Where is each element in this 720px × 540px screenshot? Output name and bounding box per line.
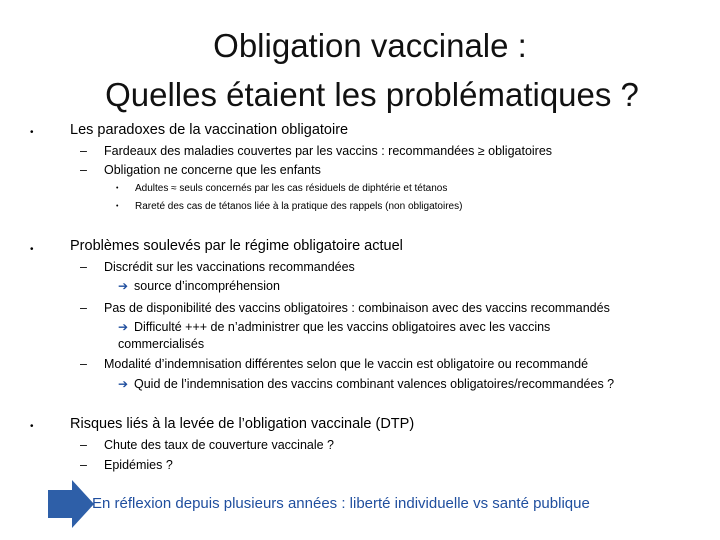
bullet-icon: •: [30, 421, 34, 432]
section-heading-risques: Risques liés à la levée de l’obligation vaccinale (DTP): [70, 416, 415, 432]
list-item: Epidémies ?: [104, 458, 173, 472]
dash-icon: –: [80, 458, 87, 472]
list-item: Chute des taux de couverture vaccinale ?: [104, 438, 334, 452]
list-item-consequence: Quid de l’indemnisation des vaccins combinant valences obligatoires/recommandées ?: [134, 377, 615, 391]
list-item: Obligation ne concerne que les enfants: [104, 163, 321, 177]
bullet-icon: •: [116, 203, 119, 210]
list-item-consequence: Difficulté +++ de n’administrer que les vaccins obligatoires avec les vaccins: [134, 320, 551, 334]
sub-list-item: Adultes ≈ seuls concernés par les cas résiduels de diphtérie et tétanos: [135, 183, 448, 194]
chevron-right-icon: [48, 480, 94, 528]
bullet-icon: •: [30, 127, 34, 138]
dash-icon: –: [80, 301, 87, 315]
dash-icon: –: [80, 438, 87, 452]
slide-title-line-2: Quelles étaient les problématiques ?: [105, 76, 639, 113]
list-item: Pas de disponibilité des vaccins obligatoires : combinaison avec des vaccins recommandés: [104, 301, 610, 315]
list-item: Modalité d’indemnisation différentes selon que le vaccin est obligatoire ou recommandé: [104, 357, 589, 371]
list-item-consequence-continued: commercialisés: [118, 337, 205, 351]
list-item: Fardeaux des maladies couvertes par les vaccins : recommandées ≥ obligatoires: [104, 144, 553, 158]
list-item: Discrédit sur les vaccinations recommandées: [104, 260, 355, 274]
sub-list-item: Rareté des cas de tétanos liée à la pratique des rappels (non obligatoires): [135, 201, 463, 212]
list-item-consequence: source d’incompréhension: [134, 279, 280, 293]
footer-conclusion: En réflexion depuis plusieurs années : liberté individuelle vs santé publique: [92, 495, 590, 512]
arrow-right-icon: ➔: [118, 377, 129, 391]
arrow-right-icon: ➔: [118, 320, 129, 334]
arrow-right-icon: ➔: [118, 279, 129, 293]
section-heading-paradoxes: Les paradoxes de la vaccination obligatoire: [70, 122, 349, 138]
dash-icon: –: [80, 144, 87, 158]
dash-icon: –: [80, 163, 87, 177]
section-heading-problemes: Problèmes soulevés par le régime obligatoire actuel: [70, 238, 403, 254]
dash-icon: –: [80, 260, 87, 274]
bullet-icon: •: [116, 185, 119, 192]
bullet-icon: •: [30, 244, 34, 255]
dash-icon: –: [80, 357, 87, 371]
slide-title-line-1: Obligation vaccinale :: [213, 27, 527, 64]
